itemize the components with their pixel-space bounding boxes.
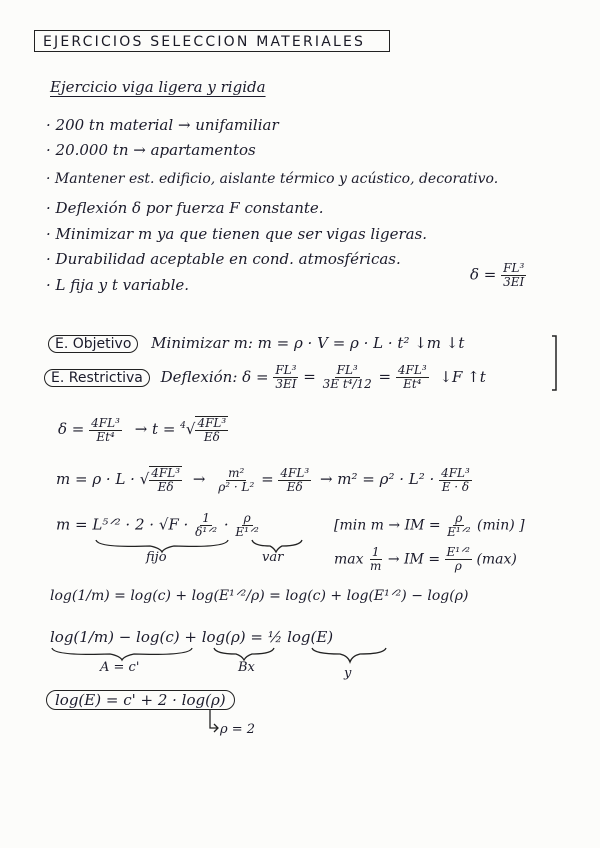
min-tail: (min) ] [477, 517, 525, 534]
fraction-numerator: 4FL³ [197, 416, 227, 430]
label-c: y [344, 666, 352, 681]
fraction-numerator: 4FL³ [91, 415, 120, 430]
label-var: var [262, 550, 284, 565]
equals-sign: = [261, 470, 274, 488]
min-text: [min m → IM = [334, 517, 441, 534]
note-arrow [210, 710, 218, 728]
equation-delta: δ = $\frac{\text{4FL³}}{\text{Et⁴}}$ → t = $^4$√ $\frac{\text{4FL³}}{E\delta}$ [58, 415, 227, 444]
exercise-subtitle: Ejercicio viga ligera y rigida [50, 78, 266, 96]
fraction-denominator: Eδ [286, 479, 303, 494]
fraction-denominator: m [369, 559, 382, 573]
fraction-denominator: ρ² · L² [218, 479, 255, 494]
side-formula-lhs: δ = [470, 265, 497, 284]
brace-a [52, 648, 192, 660]
fraction-numerator: E¹ᐟ² [446, 545, 470, 559]
right-bracket [552, 336, 556, 390]
fraction-numerator: 4FL³ [280, 465, 310, 480]
fraction-numerator: 4FL³ [151, 466, 181, 480]
bullet-item: · 200 tn material → unifamiliar [46, 116, 279, 134]
bullet-item: · L fija y t variable. [46, 276, 190, 294]
bullet-item: · Minimizar m ya que tienen que ser vigas ligeras. [46, 225, 428, 243]
equation-log-1: log(1/m) = log(c) + log(E¹ᐟ²/ρ) = log(c) + log(E¹ᐟ²) − log(ρ) [50, 588, 469, 604]
fraction-numerator: 1 [202, 511, 210, 525]
final-equation: log(E) = c' + 2 · log(ρ) [46, 690, 235, 710]
fraction-denominator: Et⁴ [403, 377, 422, 391]
bullet-item: · Deflexión δ por fuerza F constante. [46, 199, 324, 217]
fraction-denominator: Et⁴ [96, 429, 115, 444]
fraction-denominator: E¹ᐟ² [235, 525, 259, 539]
equation-arrow: → t = [134, 420, 176, 438]
fraction-numerator: FL³ [336, 363, 358, 377]
fraction-numerator: ρ [243, 511, 251, 525]
equation-lhs: m = ρ · L · [56, 470, 135, 488]
equation-lhs: m = L⁵ᐟ² · 2 · √F · [56, 515, 189, 534]
brace-var [252, 540, 302, 552]
label-a: A = c' [100, 660, 140, 675]
bullet-item: · Durabilidad aceptable en cond. atmosféricas. [46, 250, 401, 268]
page-title: EJERCICIOS SELECCION MATERIALES [34, 30, 390, 52]
bullet-item: · 20.000 tn → apartamentos [46, 141, 256, 159]
root-index: 4 [180, 421, 186, 431]
equation-lhs: δ = [58, 420, 85, 438]
fraction-denominator: 3EI [503, 275, 525, 289]
bullet-item: · Mantener est. edificio, aislante térmico y acústico, decorativo. [46, 171, 499, 187]
fraction-denominator: ρ [454, 559, 462, 573]
fraction-denominator: δ¹ᐟ² [195, 525, 218, 539]
fraction-numerator: m² [228, 465, 245, 480]
max-text: max [334, 551, 364, 568]
equation-arrow: → [192, 470, 206, 488]
brace-c [312, 648, 386, 662]
label-fijo: fijo [146, 550, 167, 565]
dot: · [223, 515, 229, 534]
fraction-denominator: Eδ [157, 480, 174, 494]
objective-tag: E. Objetivo [48, 335, 138, 353]
restriction-text: Deflexión: δ = [160, 367, 269, 386]
objective-text: Minimizar m: m = ρ · V = ρ · L · t² ↓m ↓t [151, 334, 465, 352]
restriction-tag: E. Restrictiva [44, 369, 150, 387]
fraction-denominator: E¹ᐟ² [447, 525, 471, 539]
fraction-denominator: Eδ [203, 430, 220, 444]
final-note: ρ = 2 [220, 722, 256, 737]
fraction-denominator: 3EI [275, 377, 297, 391]
fraction-denominator: 3E t⁴/12 [322, 377, 372, 391]
equation-log-2: log(1/m) − log(c) + log(ρ) = ½ log(E) [50, 628, 334, 646]
brace-fijo [96, 540, 228, 552]
max-mid: → IM = [387, 551, 441, 568]
fraction-numerator: FL³ [275, 363, 297, 377]
max-tail: (max) [476, 551, 517, 568]
restriction-line: E. Restrictiva Deflexión: δ = $\frac{\text{FL³}}{3EI}$ = $\frac{\text{FL³}}{\text{3E t⁴/12}}$ = $\frac{\text{4FL³}}{\text{Et⁴}}$ ↓F ↑t [44, 364, 486, 391]
equation-arrow: → m² = ρ² · L² · [319, 470, 435, 488]
equation-mass: m = ρ · L · √ $\frac{\text{4FL³}}{E\delta}$ → $\frac{\text{m²}}{\text{ρ² · L²}}$ = $\frac{\text{4FL³}}{E\delta}$ → m² = ρ² · L² · $\frac{\text{4FL³}}{E \cdot \delta}$ [56, 465, 470, 494]
brace-b [214, 648, 274, 660]
fraction-denominator: E · δ [441, 479, 470, 494]
fraction-numerator: 4FL³ [441, 465, 470, 480]
restriction-arrows: ↓F ↑t [439, 367, 486, 386]
label-b: Bx [238, 660, 255, 675]
fraction-numerator: 4FL³ [397, 363, 427, 377]
fraction-numerator: 1 [371, 545, 380, 559]
fraction-numerator: ρ [455, 511, 463, 525]
fraction-numerator: FL³ [503, 261, 525, 275]
